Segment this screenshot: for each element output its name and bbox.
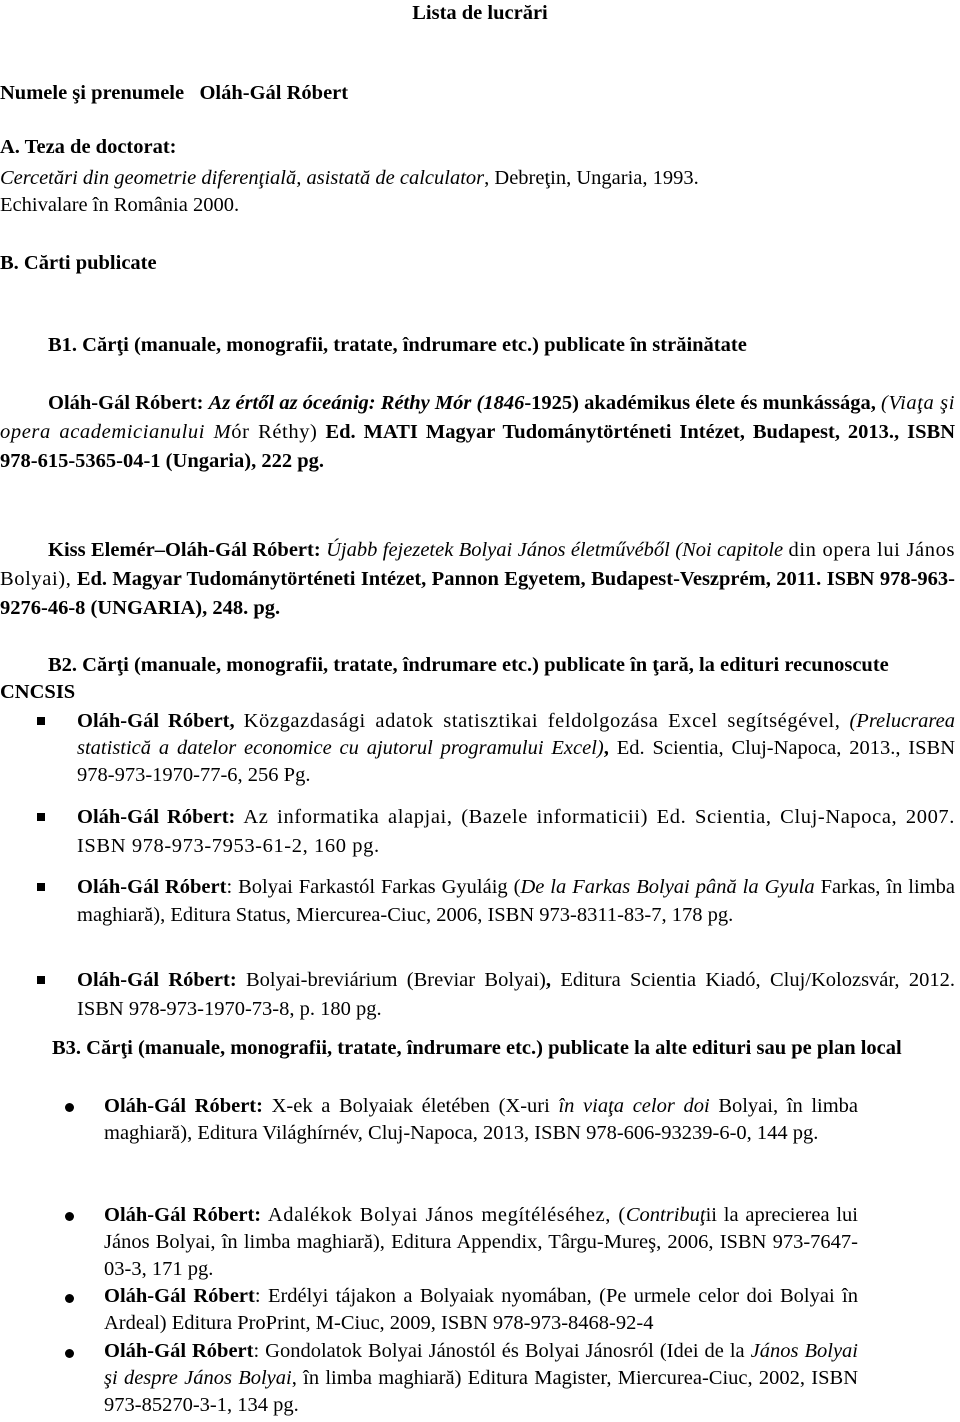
b2-entry-3-title-ro: De la Farkas Bolyai până la Gyula — [520, 876, 815, 898]
b3-entry-1-title-ro: în viaţa celor doi — [558, 1095, 710, 1117]
b2-entry-1-sep: , — [603, 737, 609, 759]
thesis-equivalence: Echivalare în România 2000. — [0, 194, 240, 216]
b2-entry-4-title: Bolyai-breviárium (Breviar Bolyai) — [246, 969, 546, 991]
b3-entry-4-title-ro: János Bolyai şi despre János Bolyai — [104, 1340, 859, 1389]
section-b-heading: B. Cărti publicate — [0, 252, 157, 274]
bullet-square-icon — [37, 976, 45, 984]
b1-entry-1 — [0, 389, 955, 476]
b2-entry-1-publisher: Ed. Scientia, Cluj-Napoca, 2013., ISBN 978-973-1970-77-6, 256 Pg. — [77, 737, 955, 786]
b3-entry-3-author: Oláh-Gál Róbert — [104, 1285, 255, 1307]
name-label: Numele şi prenumele — [0, 82, 185, 104]
b3-entry-4 — [104, 1338, 858, 1419]
b3-entry-3-text: : Erdélyi tájakon a Bolyaiak nyomában, (Pe urmele celor doi Bolyai în Ardeal) Editura ProPrint, M-Ciuc, 2009, ISBN 978-973-8468-92-4 — [104, 1285, 858, 1334]
bullet-dot-icon — [65, 1349, 74, 1358]
b1-entry-1-title-ro-rest: ór Réthy) — [231, 421, 318, 443]
bullet-square-icon — [37, 717, 45, 725]
b1-entry-1-title-ro: (Viaţa şi opera academicianului M — [0, 392, 956, 443]
b1-entry-2 — [0, 536, 955, 623]
b1-entry-2-title-hu: Újabb fejezetek Bolyai János életművéből (Noi capitole — [326, 539, 784, 561]
bullet-square-icon — [37, 883, 45, 891]
b3-entry-2-title: Adalékok Bolyai János megítéléséhez, ( — [267, 1204, 626, 1226]
b3-entry-4-title: : Gondolatok Bolyai Jánostól és Bolyai Jánosról (Idei de la — [253, 1340, 745, 1362]
b1-entry-2-publisher: Ed. Magyar Tudománytörténeti Intézet, Pannon Egyetem, Budapest-Veszprém, 2011. ISBN 978-963-9276-46-8 (UNGARIA), 248. pg. — [0, 568, 955, 619]
bullet-dot-icon — [65, 1294, 74, 1303]
bullet-square-icon — [37, 813, 45, 821]
b2-entry-4-author: Oláh-Gál Róbert: — [77, 969, 237, 991]
b3-entry-2 — [104, 1202, 858, 1283]
section-a-heading: A. Teza de doctorat: — [0, 136, 177, 158]
section-b1-heading: B1. Cărţi (manuale, monografii, tratate, îndrumare etc.) publicate în străinătate — [48, 334, 747, 356]
b2-entry-4 — [77, 966, 955, 1024]
b2-entry-2 — [77, 803, 955, 861]
b2-entry-3-publisher: Farkas, în limba maghiară), Editura Status, Miercurea-Ciuc, 2006, ISBN 973-8311-83-7, 178 pg. — [77, 876, 955, 926]
b2-entry-3-title: : Bolyai Farkastól Farkas Gyuláig ( — [226, 876, 521, 898]
b1-entry-1-title-hu: Az értől az óceánig: Réthy Mór (1846 — [208, 392, 525, 414]
b3-entry-3 — [104, 1283, 858, 1337]
b2-entry-1-title: Közgazdasági adatok statisztikai feldolgozása Excel segítségével, — [243, 710, 841, 732]
thesis-details: , Debreţin, Ungaria, 1993. — [484, 167, 699, 189]
b2-entry-1 — [77, 708, 955, 789]
b2-entry-2-author: Oláh-Gál Róbert: — [77, 806, 236, 828]
b1-entry-1-author: Oláh-Gál Róbert: — [48, 392, 204, 414]
b1-entry-2-title-ro: din opera lui János Bolyai), — [0, 539, 956, 590]
b3-entry-1-title: X-ek a Bolyaiak életében (X-uri — [271, 1095, 550, 1117]
b3-entry-2-title-ro: Contribuţ — [625, 1204, 706, 1226]
thesis-title: Cercetări din geometrie diferenţială, asistată de calculator — [0, 167, 485, 189]
b2-entry-3 — [77, 873, 955, 929]
b2-entry-2-text: Az informatika alapjai, (Bazele informaticii) Ed. Scientia, Cluj-Napoca, 2007. ISBN 978-973-7953-61-2, 160 pg. — [77, 806, 956, 857]
bullet-dot-icon — [65, 1103, 74, 1112]
author-name-line — [0, 80, 348, 107]
b1-entry-1-publisher: Ed. MATI Magyar Tudománytörténeti Intézet, Budapest, 2013., ISBN 978-615-5365-04-1 (Ungaria), 222 pg. — [0, 421, 955, 472]
b2-entry-3-author: Oláh-Gál Róbert — [77, 876, 227, 898]
name-value: Oláh-Gál Róbert — [199, 82, 349, 104]
b3-entry-2-author: Oláh-Gál Róbert: — [104, 1204, 262, 1226]
b3-entry-1-author: Oláh-Gál Róbert: — [104, 1095, 263, 1117]
section-a-thesis — [0, 165, 960, 219]
b3-entry-1 — [104, 1093, 858, 1147]
b3-entry-4-publisher: , în limba maghiară) Editura Magister, Miercurea-Ciuc, 2002, ISBN 973-85270-3-1, 134 pg. — [104, 1367, 858, 1416]
b3-entry-2-publisher: ii la aprecierea lui János Bolyai, în limba maghiară), Editura Appendix, Târgu-Mureş, 2006, ISBN 973-7647-03-3, 171 pg. — [104, 1204, 858, 1280]
b3-entry-1-publisher: Bolyai, în limba maghiară), Editura Világhírnév, Cluj-Napoca, 2013, ISBN 978-606-93239-6-0, 144 pg. — [104, 1095, 859, 1144]
bullet-dot-icon — [65, 1212, 74, 1221]
section-b3-heading: B3. Cărţi (manuale, monografii, tratate, îndrumare etc.) publicate la alte edituri sau pe plan local — [52, 1037, 902, 1059]
b2-entry-1-author: Oláh-Gál Róbert, — [77, 710, 235, 732]
b1-entry-1-title-hu-rest: -1925) akadémikus élete és munkássága, — [524, 392, 876, 414]
section-b2-heading: B2. Cărţi (manuale, monografii, tratate, îndrumare etc.) publicate în ţară, la edituri recunoscute CNCSIS — [0, 654, 889, 703]
b2-entry-1-title-ro: (Prelucrarea statistică a datelor economice cu ajutorul programului Excel) — [77, 710, 955, 759]
b2-entry-4-sep: , — [545, 969, 552, 991]
page-title: Lista de lucrări — [412, 2, 548, 24]
b1-entry-2-author: Kiss Elemér–Oláh-Gál Róbert: — [48, 539, 321, 561]
b2-entry-4-publisher: Editura Scientia Kiadó, Cluj/Kolozsvár, 2012. ISBN 978-973-1970-73-8, p. 180 pg. — [77, 969, 955, 1020]
b3-entry-4-author: Oláh-Gál Róbert — [104, 1340, 254, 1362]
